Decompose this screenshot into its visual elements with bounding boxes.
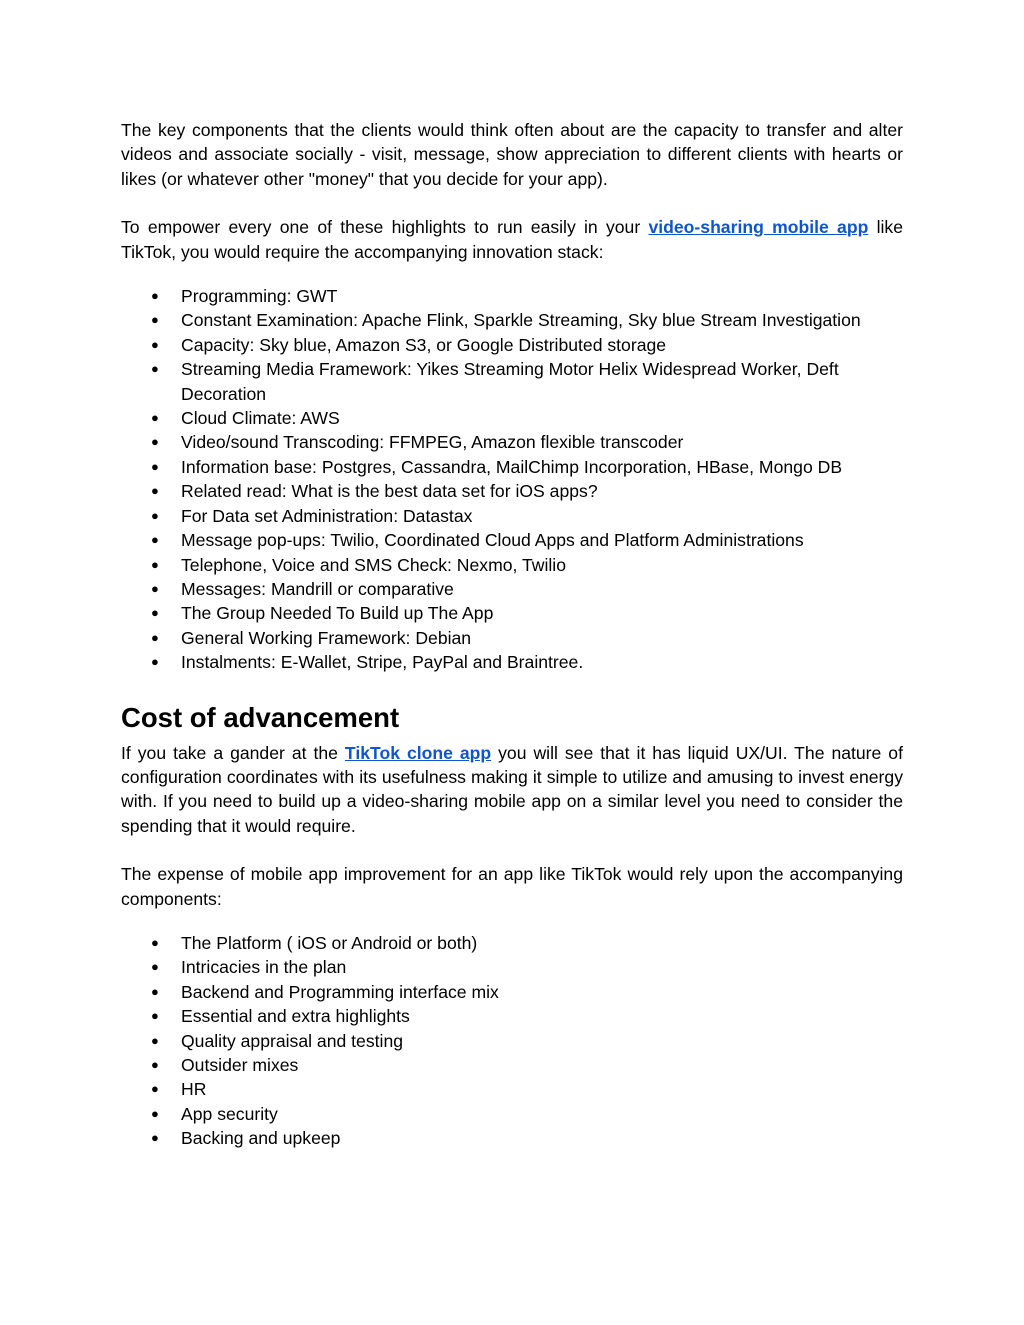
bullet-icon: ● [151,507,159,523]
tiktok-clone-app-link[interactable]: TikTok clone app [344,742,492,763]
cost-paragraph-2: The expense of mobile app improvement for an app like TikTok would rely upon the accompanying components: [121,864,903,909]
bullet-icon: ● [151,556,159,572]
list-item [121,601,903,625]
list-item [121,333,903,357]
intro-paragraph-2-tail: like TikTok, you would require the accompanying innovation stack: [121,217,903,262]
document-page [121,118,903,1151]
list-item-text: Quality appraisal and testing [181,1030,404,1051]
list-item [121,479,903,503]
list-item [121,455,903,479]
list-item [121,357,903,406]
bullet-icon: ● [151,605,159,621]
video-sharing-app-link[interactable]: video-sharing mobile app [648,217,869,238]
bullet-icon: ● [151,434,159,450]
cost-paragraph-1-tail: you will see that it has liquid UX/UI. The nature of configuration coordinates with its usefulness making it simple to utilize and amusing to invest energy with. If you need to build up a video-sharing mobile app on a similar level you need to consider the spending that it would require. [121,742,903,836]
bullet-icon: ● [151,312,159,328]
bullet-icon: ● [151,1081,159,1097]
list-item-text: Message pop-ups: Twilio, Coordinated Cloud Apps and Platform Administrations [181,530,804,551]
list-item [121,308,903,332]
intro-paragraph-1: The key components that the clients would think often about are the capacity to transfer and alter videos and associate socially - visit, message, show appreciation to different clients with hearts or likes (or whatever other "money" that you decide for your app). [121,120,903,189]
bullet-icon: ● [151,458,159,474]
list-item-text: HR [181,1079,207,1100]
list-item-text: General Working Framework: Debian [181,627,472,648]
list-item-text: Information base: Postgres, Cassandra, MailChimp Incorporation, HBase, Mongo DB [181,456,843,477]
cost-paragraph-1 [121,741,903,839]
section-heading-cost: Cost of advancement [121,701,400,733]
list-item [121,284,903,308]
list-item [121,430,903,454]
bullet-icon: ● [151,532,159,548]
bullet-icon: ● [151,1008,159,1024]
list-item-text: The Platform ( iOS or Android or both) [181,932,478,953]
list-item-text: For Data set Administration: Datastax [181,505,473,526]
list-item-text: Related read: What is the best data set for iOS apps? [181,481,598,502]
cost-paragraph-1-lead: If you take a gander at the [121,742,345,763]
list-item [121,577,903,601]
list-item-text: Streaming Media Framework: Yikes Streaming Motor Helix Widespread Worker, Deft Decoration [181,359,839,404]
list-item-text: Instalments: E-Wallet, Stripe, PayPal and Braintree. [181,652,584,673]
bullet-icon: ● [151,959,159,975]
list-item [121,504,903,528]
list-item-text: Cloud Climate: AWS [181,408,340,429]
list-item [121,1126,903,1150]
bullet-icon: ● [151,410,159,426]
list-item-text: Backend and Programming interface mix [181,981,499,1002]
intro-paragraph-2 [121,215,903,264]
list-item [121,553,903,577]
list-item [121,1077,903,1101]
list-item [121,1053,903,1077]
bullet-icon: ● [151,336,159,352]
bullet-icon: ● [151,654,159,670]
bullet-icon: ● [151,983,159,999]
list-item-text: Messages: Mandrill or comparative [181,578,454,599]
list-item-text: Outsider mixes [181,1055,299,1075]
list-item [121,1004,903,1028]
list-item [121,626,903,650]
intro-paragraph-2-lead: To empower every one of these highlights to run easily in your [121,217,649,238]
bullet-icon: ● [151,1057,159,1072]
list-item-text: Video/sound Transcoding: FFMPEG, Amazon flexible transcoder [181,432,684,453]
list-item-text: Constant Examination: Apache Flink, Sparkle Streaming, Sky blue Stream Investigation [181,310,861,331]
list-item [121,980,903,1004]
list-item [121,931,903,955]
bullet-icon: ● [151,1130,159,1146]
tech-stack-list [121,284,903,675]
bullet-icon: ● [151,934,159,950]
list-item [121,955,903,979]
list-item [121,650,903,674]
bullet-icon: ● [151,361,159,377]
bullet-icon: ● [151,580,159,596]
bullet-icon: ● [151,629,159,645]
list-item-text: Capacity: Sky blue, Amazon S3, or Google Distributed storage [181,334,667,355]
list-item-text: Programming: GWT [181,286,338,307]
list-item [121,1102,903,1126]
list-item-text: Telephone, Voice and SMS Check: Nexmo, Twilio [181,554,566,575]
bullet-icon: ● [151,1105,159,1121]
list-item [121,528,903,552]
bullet-icon: ● [151,288,159,304]
cost-factors-list [121,931,903,1151]
list-item [121,1029,903,1053]
list-item-text: App security [181,1103,278,1124]
bullet-icon: ● [151,1032,159,1048]
list-item-text: Essential and extra highlights [181,1006,410,1027]
list-item-text: Intricacies in the plan [181,957,347,978]
bullet-icon: ● [151,483,159,499]
list-item-text: The Group Needed To Build up The App [181,603,494,624]
list-item-text: Backing and upkeep [181,1128,341,1149]
list-item [121,406,903,430]
